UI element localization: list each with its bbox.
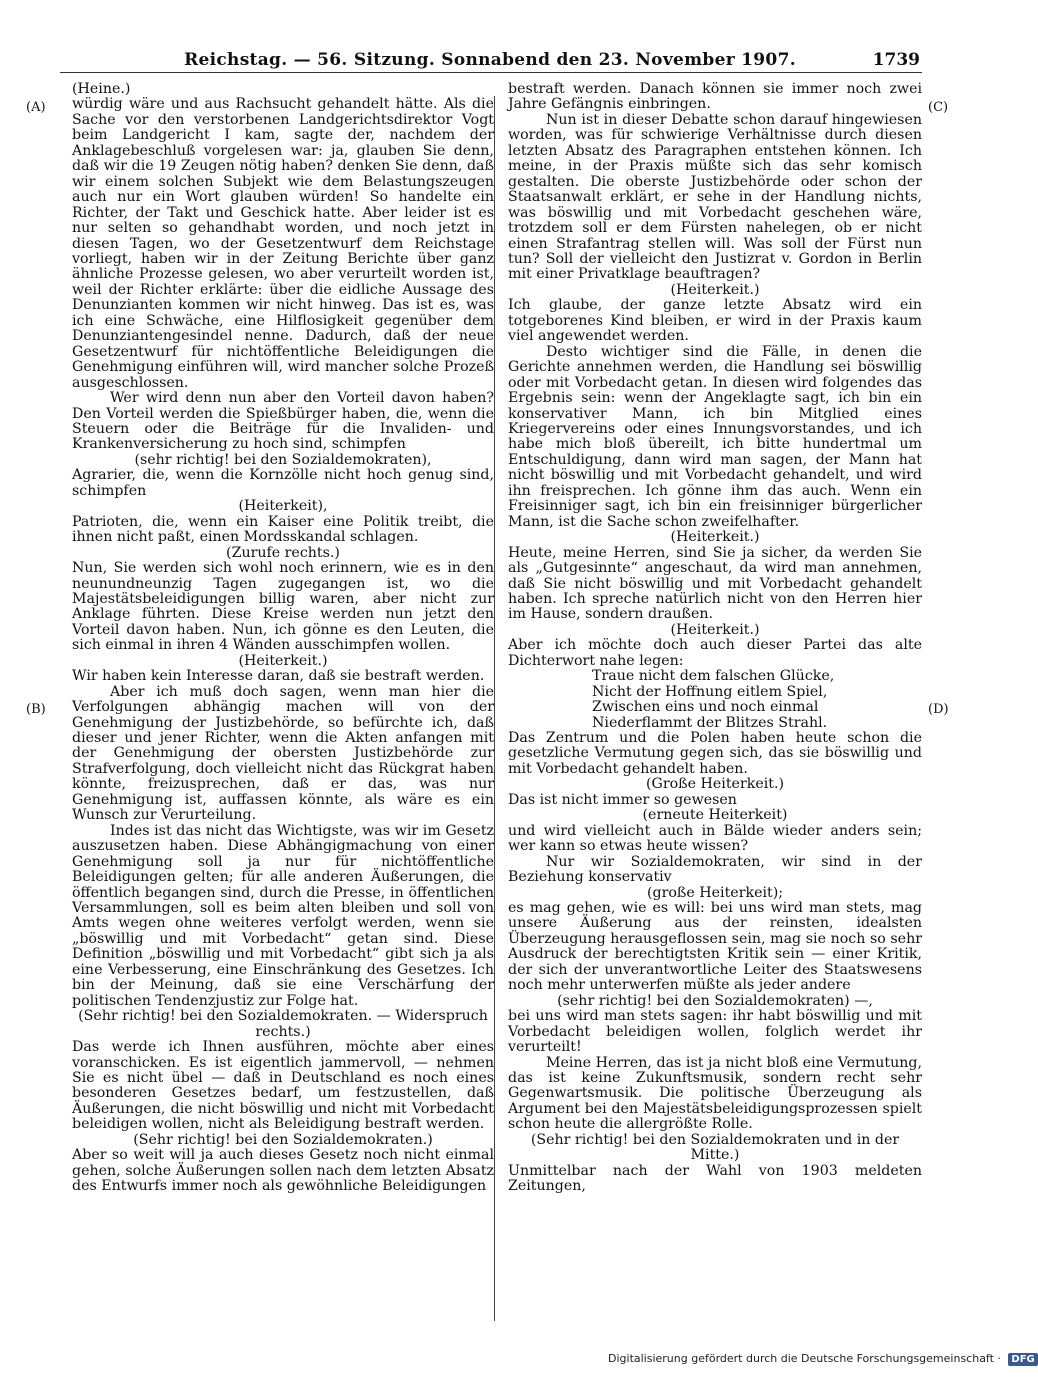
- column-divider: [494, 96, 495, 1321]
- margin-mark-c: (C): [928, 100, 949, 115]
- interjection: (Heiterkeit.): [238, 652, 328, 669]
- left-column: [72, 82, 494, 1195]
- running-title: Reichstag. — 56. Sitzung. Sonnabend den 23. November 1907.: [184, 50, 796, 70]
- interjection: (erneute Heiterkeit): [642, 807, 788, 824]
- paragraph: Nun ist in dieser Debatte schon darauf hingewiesen worden, was für schwierige Verhältnisse durch diesen letzten Absatz des Paragraphen entstehen können. Ich meine, in der Praxis müßte sich das sehr komisch gestalten. Die oberste Justizbehörde oder schon der Staatsanwalt erklärt, er sehe in der Handlung nichts, was böswillig und mit Vorbedacht geschehen wäre, trotzdem soll er dem Fürsten nahelegen, ob er nicht einen Strafantrag stellen will. Was soll der Fürst nun tun? Soll der vielleicht den Justizrat v. Gordon in Berlin mit einer Privatklage beauftragen?: [508, 111, 922, 283]
- interjection: (Heiterkeit),: [238, 498, 328, 515]
- paragraph: und wird vielleicht auch in Bälde wieder anders sein; wer kann so etwas heute wissen?: [508, 822, 922, 855]
- page-number: 1739: [872, 50, 920, 70]
- right-column: [508, 82, 922, 1195]
- paragraph: Patrioten, die, wenn ein Kaiser eine Politik treibt, die ihnen nicht paßt, einen Mordsskandal schlagen.: [72, 513, 494, 546]
- digitization-credit: [608, 1352, 1038, 1366]
- paragraph: Das ist nicht immer so gewesen: [508, 791, 737, 808]
- paragraph: Unmittelbar nach der Wahl von 1903 meldeten Zeitungen,: [508, 1162, 922, 1195]
- margin-mark-a: (A): [26, 100, 46, 115]
- paragraph: Heute, meine Herren, sind Sie ja sicher, da werden Sie als „Gutgesinnte“ angeschaut, da wird man annehmen, daß Sie nicht böswillig und mit Vorbedacht gehandelt haben. Ich spreche natürlich nicht von den Herren hier im Hause, sondern draußen.: [508, 544, 922, 623]
- interjection: (sehr richtig! bei den Sozialdemokraten),: [134, 451, 432, 468]
- verse-line: Zwischen eins und noch einmal: [592, 699, 819, 716]
- interjection: (sehr richtig! bei den Sozialdemokraten) —,: [557, 992, 873, 1009]
- paragraph: Wir haben kein Interesse daran, daß sie bestraft werden.: [72, 668, 485, 685]
- paragraph: Desto wichtiger sind die Fälle, in denen die Gerichte annehmen werden, die Handlung sei böswillig oder mit Vorbedacht getan. In diesen wird folgendes das Ergebnis sein: wenn der Angeklagte sagt, ich bin ein konservativer Mann, ich bin Mitglied eines Kriegervereins oder eines Innungsvorstandes, und ich habe mich bloß übereilt, ich bitte hundertmal um Entschuldigung, dann wird man sagen, der Mann hat nicht böswillig und mit Vorbedacht gehandelt, und wird ihn freisprechen. Ich gönne ihm das auch. Wenn ein Freisinniger sagt, ich bin ein freisinniger bürgerlicher Mann, ist die Sache schon zweifelhafter.: [508, 343, 922, 530]
- paragraph: Agrarier, die, wenn die Kornzölle nicht hoch genug sind, schimpfen: [72, 467, 494, 499]
- interjection: (Sehr richtig! bei den Sozialdemokraten. — Widerspruch rechts.): [78, 1008, 488, 1040]
- paragraph: würdig wäre und aus Rachsucht gehandelt hätte. Als die Sache vor den verstorbenen Landgerichtsdirektor Vogt beim Landgericht I kam, sagte der, nachdem der Anklagebeschluß vorgelesen war: ja, glauben Sie denn, daß wir die 19 Zeugen nötig haben? denken Sie denn, daß wir einem solchen Subjekt wie dem Belastungszeugen auch nur ein Wort glauben würden! So handelte ein Richter, der Takt und Geschick hatte. Aber leider ist es nur selten so gehandhabt worden, und noch jetzt in diesen Tagen, wo der Gesetzentwurf dem Reichstage vorliegt, haben wir in der Zeitung Berichte über ganz ähnliche Prozesse gelesen, wo aber verurteilt worden ist, weil der Richter erklärte: über die eidliche Aussage des Denunzianten kommen wir nicht hinweg. Das ist es, was ich eine Schwäche, eine Hilflosigkeit gegenüber dem Denunziantengesindel nenne. Dadurch, daß der neue Gesetzentwurf für nichtöffentliche Beleidigungen die Genehmigung einführen will, wird mancher solche Prozeß ausgeschlossen.: [72, 96, 494, 391]
- paragraph: Wer wird denn nun aber den Vorteil davon haben? Den Vorteil werden die Spießbürger haben, die, wenn die Steuern oder die Beiträge für die Invaliden- und Krankenversicherung zu hoch sind, schimpfen: [72, 390, 494, 453]
- paragraph: bestraft werden. Danach können sie immer noch zwei Jahre Gefängnis einbringen.: [508, 81, 922, 113]
- margin-mark-b: (B): [26, 702, 46, 717]
- interjection: (große Heiterkeit);: [646, 884, 784, 901]
- verse-line: Nicht der Hoffnung eitlem Spiel,: [592, 683, 828, 700]
- interjection: (Sehr richtig! bei den Sozialdemokraten.): [133, 1131, 433, 1148]
- interjection: (Sehr richtig! bei den Sozialdemokraten und in der Mitte.): [530, 1131, 900, 1164]
- margin-mark-d: (D): [928, 702, 949, 717]
- paragraph: Nun, Sie werden sich wohl noch erinnern, wie es in den neunundneunzig Tagen zugegangen ist, wo die Majestätsbeleidigungen billig waren, aber nicht zur Anklage führten. Diese Kreise werden nun jetzt den Vorteil davon haben. Nun, ich gönne es den Leuten, die sich einmal in ihren 4 Wänden ausschimpfen wollen.: [72, 560, 494, 654]
- interjection: (Große Heiterkeit.): [645, 776, 785, 793]
- paragraph: Aber ich muß doch sagen, wenn man hier die Verfolgungen abhängig machen will von der Genehmigung der Justizbehörde, so befürchte ich, daß dieser und jener Richter, wenn die Akten anfangen mit der Genehmigung der obersten Justizbehörde zur Strafverfolgung, doch vielleicht nicht das Rückgrat haben könnte, freizusprechen, daß er das, was nur Genehmigung ist, auffassen könnte, als wäre es ein Wunsch zur Verurteilung.: [72, 683, 494, 824]
- paragraph: Ich glaube, der ganze letzte Absatz wird ein totgeborenes Kind bleiben, er wird in der Praxis kaum viel angewendet werden.: [508, 297, 922, 345]
- interjection: (Zurufe rechts.): [226, 544, 340, 561]
- paragraph: bei uns wird man stets sagen: ihr habt böswillig und mit Vorbedacht beleidigen wollen, folglich werdet ihr verurteilt!: [508, 1008, 922, 1056]
- verse-line: Niederflammt der Blitzes Strahl.: [592, 714, 828, 731]
- speaker-label: (Heine.): [72, 81, 131, 97]
- paragraph: Aber so weit will ja auch dieses Gesetz noch nicht einmal gehen, solche Äußerungen sollen nach dem letzten Absatz des Entwurfs immer noch als gewöhnliche Beleidigungen: [72, 1147, 494, 1195]
- paragraph: es mag gehen, wie es will: bei uns wird man stets, mag unsere Äußerung aus der reinsten, idealsten Überzeugung herausgeflossen sein, mag sie noch so sehr Ausdruck der berechtigtsten Kritik sein — einer Kritik, der sich der unverantwortliche Leiter des Staatswesens noch mehr unterwerfen müßte als jeder andere: [508, 900, 922, 994]
- verse-line: Traue nicht dem falschen Glücke,: [592, 668, 835, 685]
- paragraph: Aber ich möchte doch auch dieser Partei das alte Dichterwort nahe legen:: [508, 637, 922, 669]
- interjection: (Heiterkeit.): [670, 281, 760, 298]
- interjection: (Heiterkeit.): [670, 529, 760, 546]
- dfg-logo: DFG: [1008, 1353, 1037, 1366]
- interjection: (Heiterkeit.): [670, 621, 760, 638]
- paragraph: Das werde ich Ihnen ausführen, möchte aber eines voranschicken. Es ist eigentlich jammervoll, — nehmen Sie es nicht übel — daß in Deutschland es noch eines besonderen Gesetzes bedarf, um festzustellen, daß Äußerungen, die nicht böswillig und nicht mit Vorbedacht beleidigen wollen, nicht als Beleidigung bestraft werden.: [72, 1039, 494, 1133]
- paragraph: Indes ist das nicht das Wichtigste, was wir im Gesetz auszusetzen haben. Diese Abhängigmachung von einer Genehmigung soll ja nur für nichtöffentliche Beleidigungen gelten; für alle anderen Äußerungen, die öffentlich begangen sind, durch die Presse, in öffentlichen Versammlungen, soll es beim alten bleiben und soll von Amts wegen ohne weiteres verfolgt werden, wenn sie „böswillig und mit Vorbedacht“ getan sind. Diese Definition „böswillig und mit Vorbedacht“ gibt sich ja als eine Verbesserung, eine Einschränkung des Gesetzes. Ich bin der Meinung, daß sie eine Verschärfung der politischen Tendenzjustiz zur Folge hat.: [72, 822, 494, 1009]
- header-rule: [60, 72, 922, 73]
- paragraph: Meine Herren, das ist ja nicht bloß eine Vermutung, das ist keine Zukunftsmusik, sondern recht sehr Gegenwartsmusik. Die politische Überzeugung als Argument bei den Majestätsbeleidigungsprozessen spielt schon heute die allergrößte Rolle.: [508, 1054, 922, 1133]
- paragraph: Das Zentrum und die Polen haben heute schon die gesetzliche Vermutung gegen sich, das sie böswillig und mit Vorbedacht gehandelt haben.: [508, 730, 922, 777]
- paragraph: Nur wir Sozialdemokraten, wir sind in der Beziehung konservativ: [508, 853, 922, 886]
- credit-text: Digitalisierung gefördert durch die Deutsche Forschungsgemeinschaft ·: [608, 1352, 1001, 1365]
